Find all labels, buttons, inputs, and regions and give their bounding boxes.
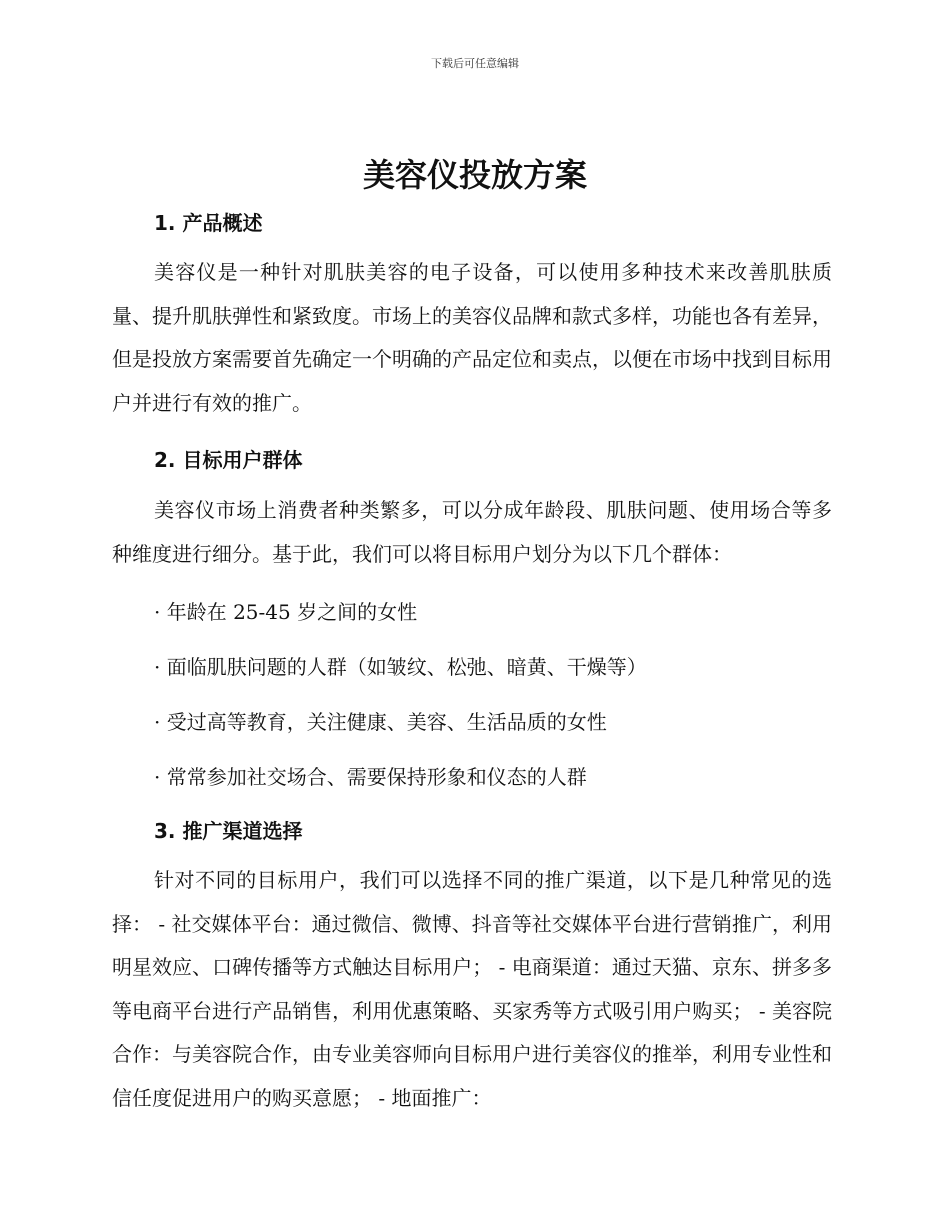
bullet-item: · 常常参加社交场合、需要保持形象和仪态的人群 [154,765,587,789]
section-heading-channels: 3. 推广渠道选择 [154,819,303,843]
section-paragraph-overview: 美容仪是一种针对肌肤美容的电子设备，可以使用多种技术来改善肌肤质量、提升肌肤弹性和紧致度。市场上的美容仪品牌和款式多样，功能也各有差异，但是投放方案需要首先确定一个明确的产品定位和卖点，以便在市场中找到目标用户并进行有效的推广。 [112,260,832,415]
bullet-item: · 年龄在 25-45 岁之间的女性 [154,600,418,624]
section-paragraph-target-users: 美容仪市场上消费者种类繁多，可以分成年龄段、肌肤问题、使用场合等多种维度进行细分。基于此，我们可以将目标用户划分为以下几个群体： [112,498,832,566]
document-title: 美容仪投放方案 [362,156,587,194]
bullet-item: · 面临肌肤问题的人群（如皱纹、松弛、暗黄、干燥等） [154,655,647,679]
page-header-note: 下载后可任意编辑 [431,57,519,70]
bullet-item: · 受过高等教育，关注健康、美容、生活品质的女性 [154,710,607,734]
section-heading-overview: 1. 产品概述 [154,211,263,235]
section-heading-target-users: 2. 目标用户群体 [154,448,303,472]
section-paragraph-channels: 针对不同的目标用户，我们可以选择不同的推广渠道，以下是几种常见的选择： - 社交媒体平台：通过微信、微博、抖音等社交媒体平台进行营销推广，利用明星效应、口碑传播等方式触达目标用户； - 电商渠道：通过天猫、京东、拼多多等电商平台进行产品销售，利用优惠策略、买家秀等方式吸引用户购买； - 美容院合作：与美容院合作，由专业美容师向目标用户进行美容仪的推举，利用专业性和信任度促进用户的购买意愿； - 地面推广： [112,868,832,1110]
